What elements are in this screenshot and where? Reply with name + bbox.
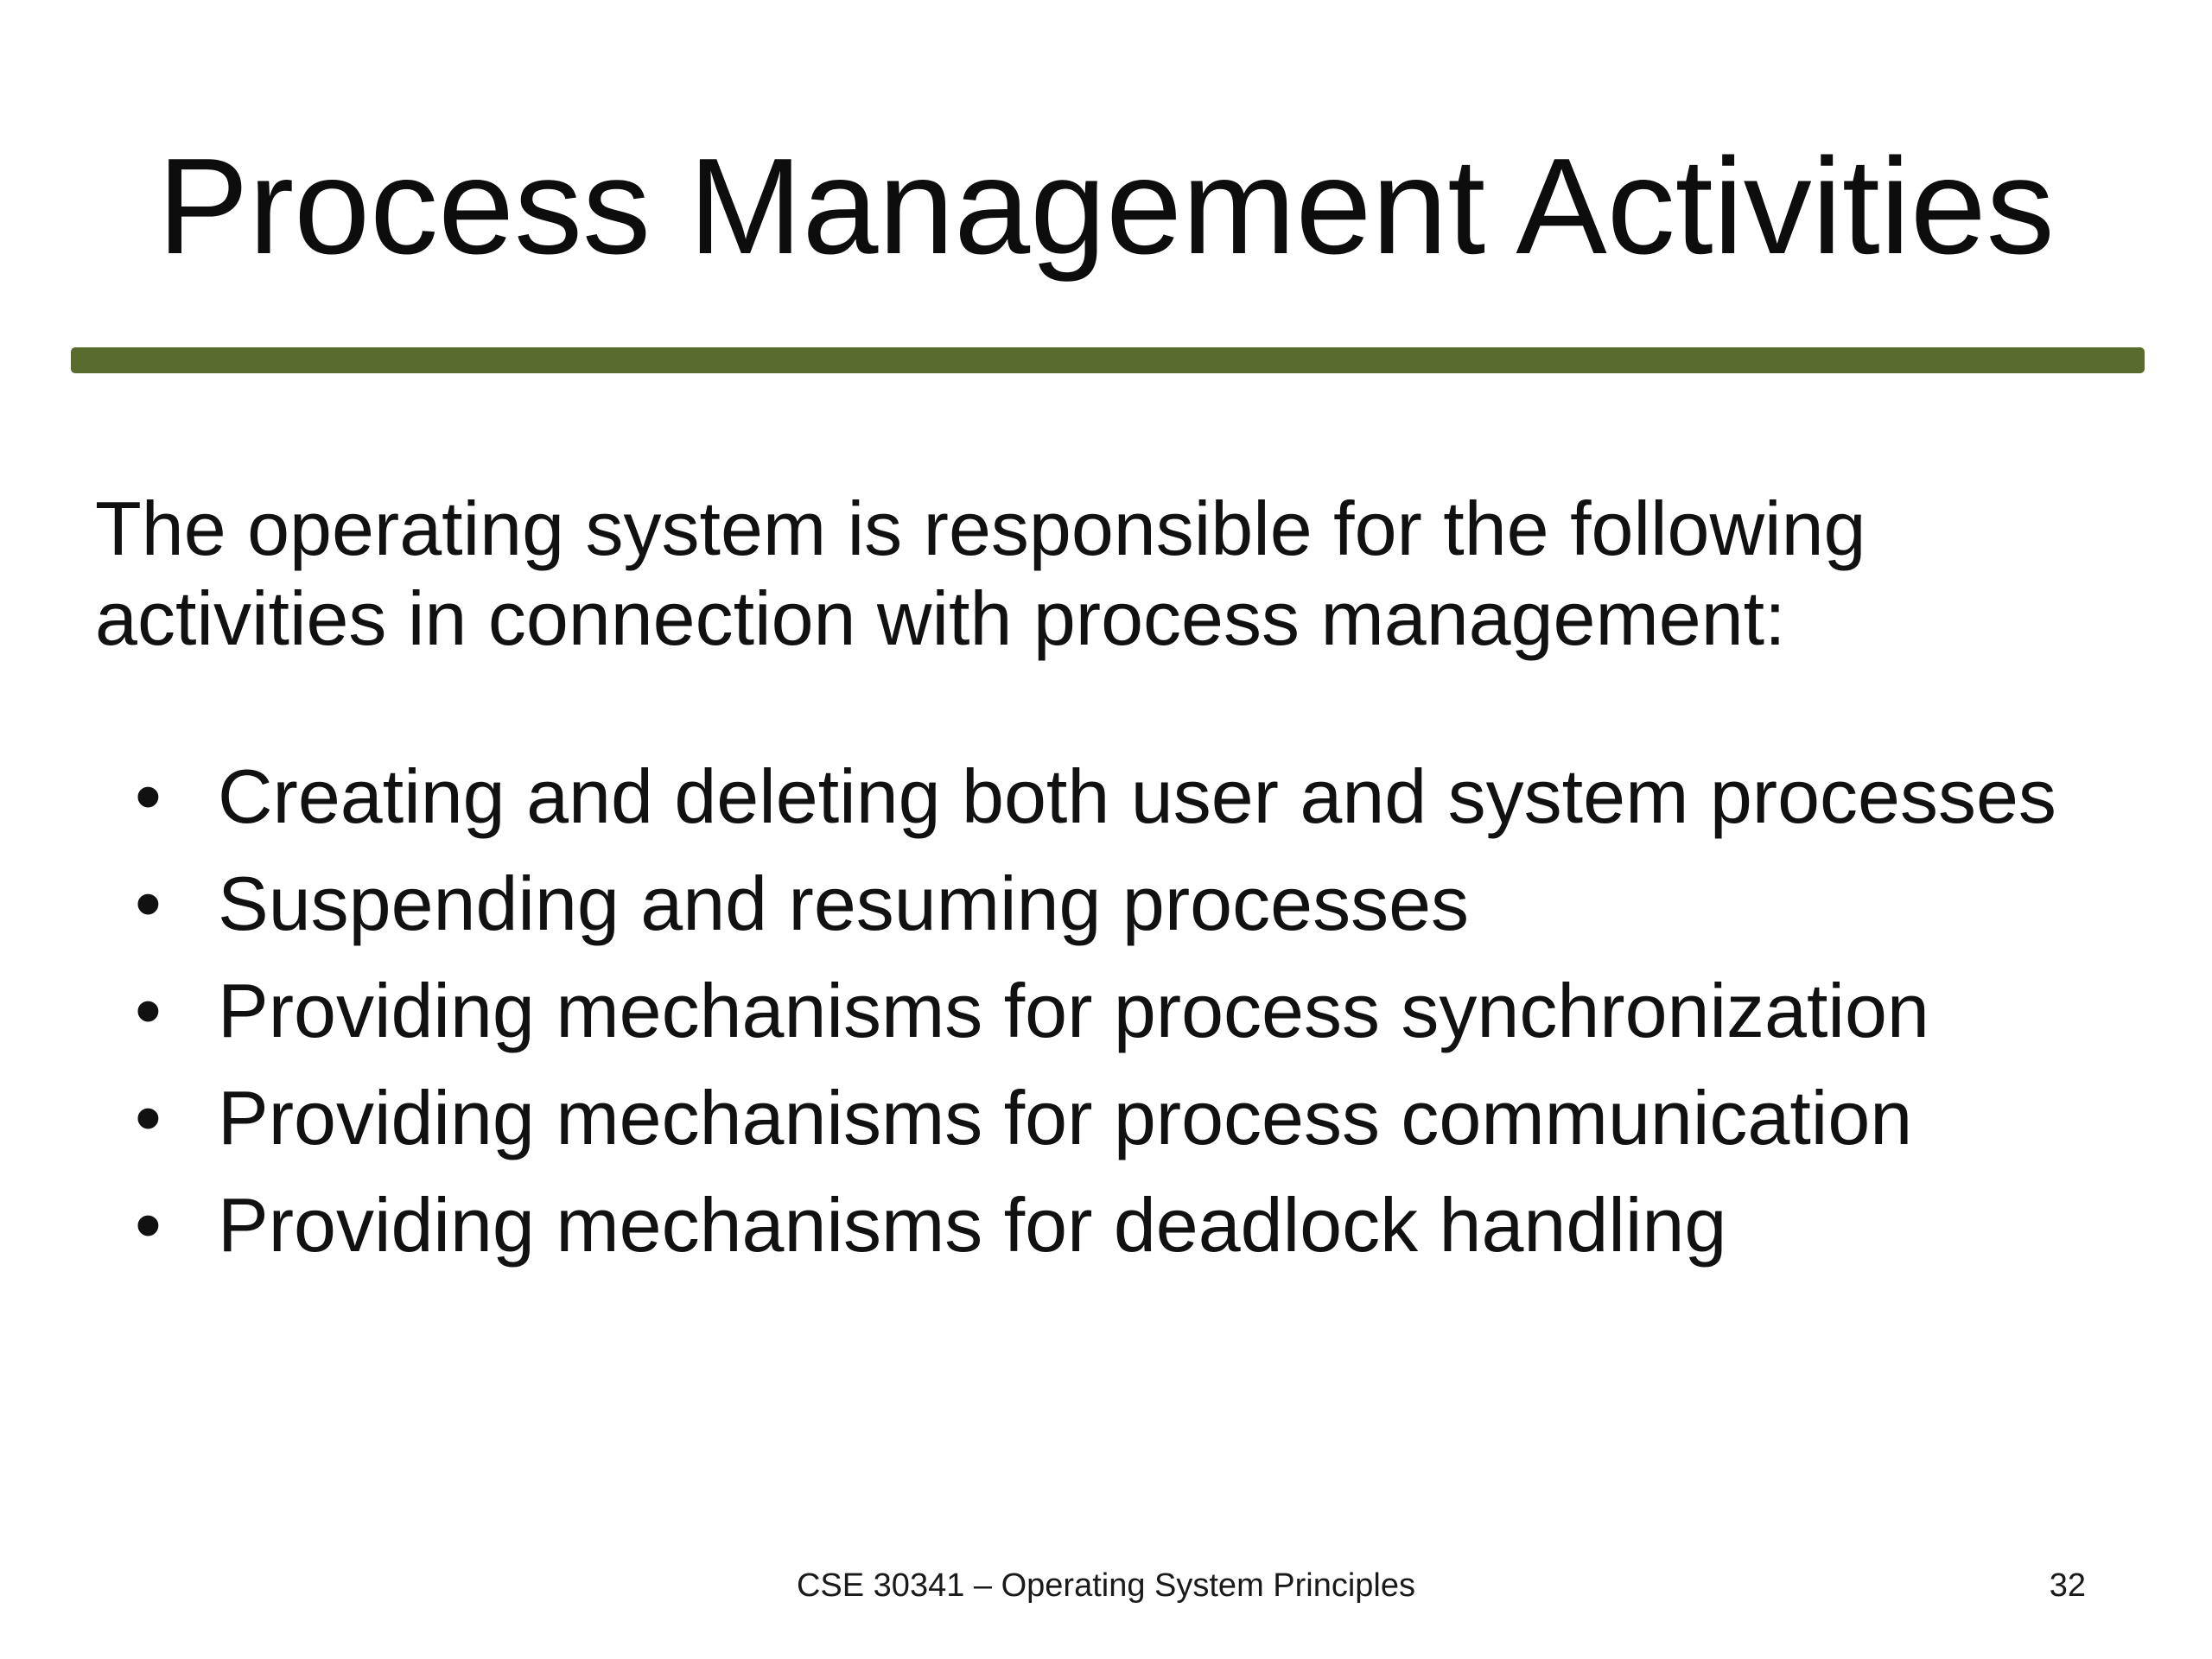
bullet-icon: • bbox=[135, 968, 162, 1053]
bullet-text: Providing mechanisms for process synchronization bbox=[218, 968, 1929, 1053]
bullet-text: Providing mechanisms for process communication bbox=[218, 1075, 1913, 1160]
bullet-text: Providing mechanisms for deadlock handling bbox=[218, 1182, 1727, 1268]
intro-line: activities in connection with process management: bbox=[95, 575, 1786, 661]
slide-title: Process Management Activities bbox=[157, 130, 2055, 283]
bullet-text: Suspending and resuming processes bbox=[218, 861, 1470, 946]
bullet-text: Creating and deleting both user and system processes bbox=[218, 753, 2056, 839]
footer-course-title: CSE 30341 – Operating System Principles bbox=[796, 1567, 1416, 1604]
bullet-icon: • bbox=[135, 753, 162, 839]
bullet-icon: • bbox=[135, 1182, 162, 1268]
bullet-icon: • bbox=[135, 861, 162, 946]
footer-page-number: 32 bbox=[2049, 1567, 2086, 1604]
title-divider bbox=[71, 347, 2145, 373]
intro-line: The operating system is responsible for the following bbox=[95, 486, 1866, 571]
bullet-icon: • bbox=[135, 1075, 162, 1160]
intro-paragraph bbox=[95, 484, 2082, 664]
